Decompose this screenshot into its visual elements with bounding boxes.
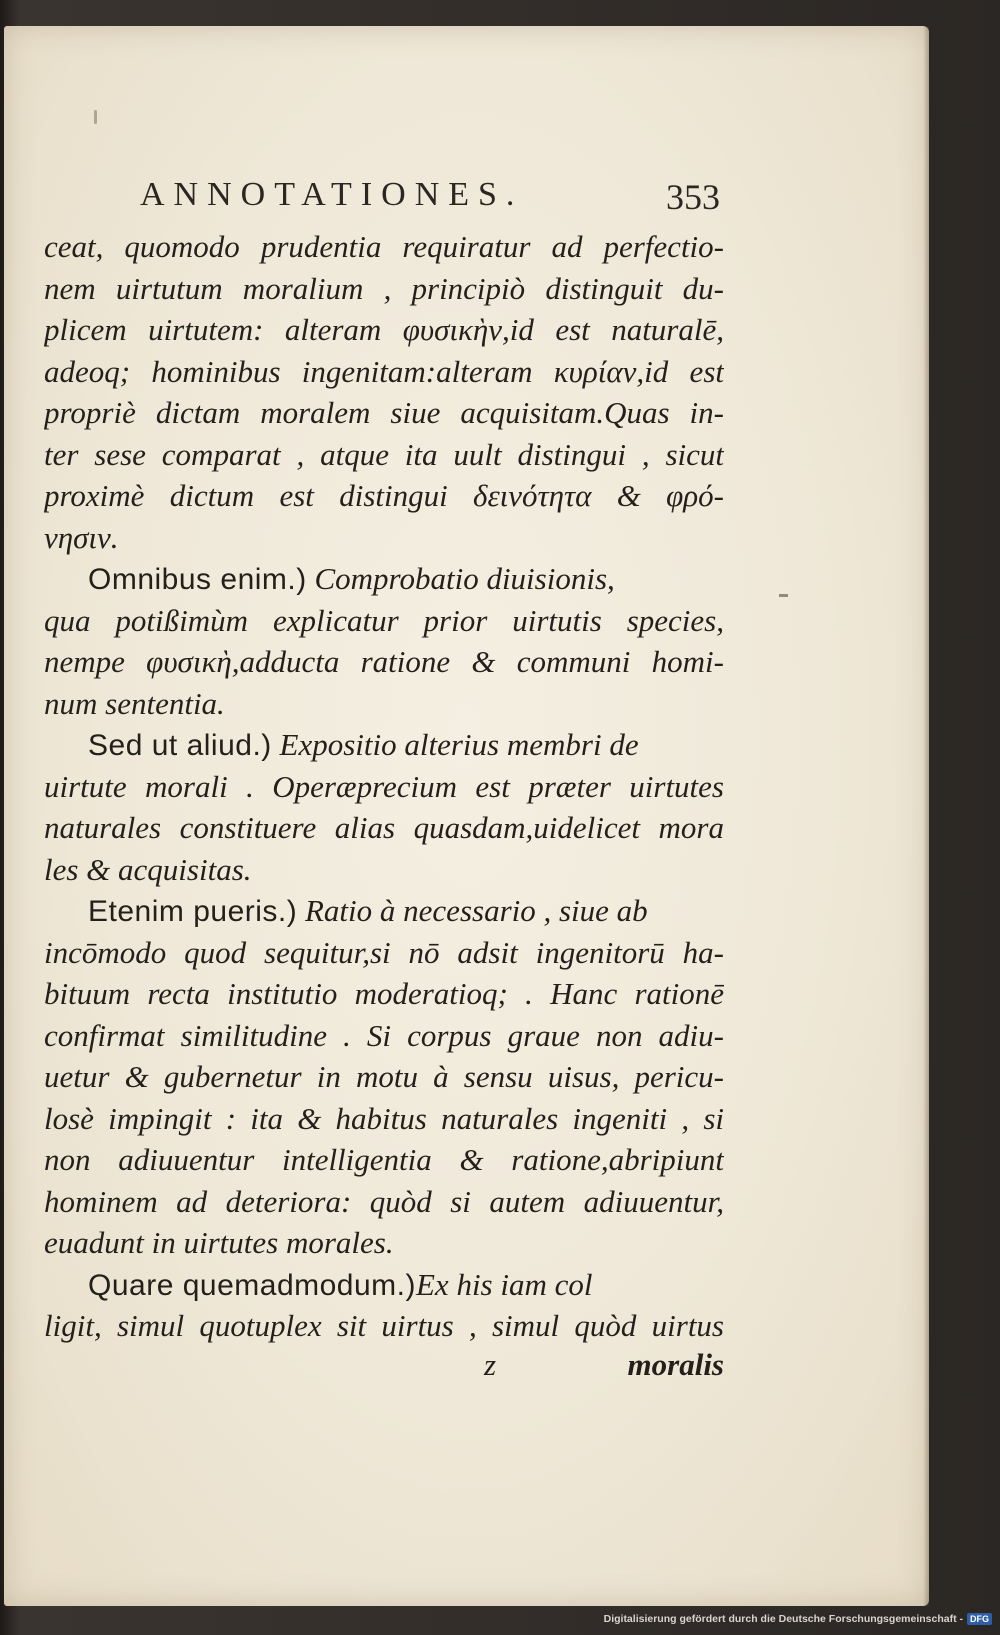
margin-ink-mark bbox=[94, 110, 97, 124]
page-header bbox=[140, 176, 720, 224]
text-line: ter sese comparat , atque ita uult distingui , sicut bbox=[44, 436, 724, 472]
text-line: νησιν. bbox=[44, 519, 119, 555]
text-line: euadunt in uirtutes morales. bbox=[44, 1225, 394, 1260]
commentary-text: Expositio alterius membri de bbox=[279, 727, 639, 762]
paragraph-first-line bbox=[44, 890, 724, 932]
paragraph-first-line bbox=[44, 558, 724, 600]
lemma: Quare quemadmodum.) bbox=[88, 1268, 416, 1302]
lemma: Etenim pueris.) bbox=[88, 895, 298, 928]
catch-line bbox=[44, 1347, 724, 1389]
commentary-text: Ratio à necessario , siue ab bbox=[305, 893, 648, 928]
page-number: 353 bbox=[666, 177, 720, 217]
margin-ink-dash bbox=[779, 594, 788, 597]
text-line: incōmodo quod sequitur,si nō adsit ingenitorū ha- bbox=[44, 934, 724, 970]
text-line: adeoq; hominibus ingenitam:alteram κυρίαν,id est bbox=[44, 353, 724, 389]
book-page bbox=[4, 26, 929, 1606]
signature-mark: z bbox=[484, 1346, 497, 1382]
text-line: les & acquisitas. bbox=[44, 851, 252, 887]
lemma: Sed ut aliud.) bbox=[88, 729, 272, 762]
text-line: qua potißimùm explicatur prior uirtutis species, bbox=[44, 602, 724, 638]
text-line: confirmat similitudine . Si corpus graue non adiu- bbox=[44, 1017, 724, 1053]
text-line: losè impingit : ita & habitus naturales ingeniti , si bbox=[44, 1100, 724, 1136]
lemma: Omnibus enim.) bbox=[88, 563, 307, 596]
digitization-footer bbox=[604, 1611, 992, 1627]
catchword: moralis bbox=[627, 1346, 724, 1382]
text-line: plicem uirtutem: alteram φυσικὴν,id est naturalē, bbox=[44, 312, 724, 347]
text-line: num sententia. bbox=[44, 685, 225, 721]
text-block bbox=[44, 226, 724, 1388]
text-line: naturales constituere alias quasdam,uidelicet mora bbox=[44, 810, 724, 845]
dfg-logo: DFG bbox=[967, 1613, 992, 1625]
footer-credit: Digitalisierung gefördert durch die Deutsche Forschungsgemeinschaft - bbox=[603, 1613, 963, 1625]
text-line: nempe φυσικὴ,adducta ratione & communi homi- bbox=[44, 644, 724, 679]
text-line: propriè dictam moralem siue acquisitam.Quas in- bbox=[44, 395, 724, 430]
text-line: ligit, simul quotuplex sit uirtus , simul quòd uirtus bbox=[44, 1308, 724, 1343]
paragraph-first-line bbox=[44, 1264, 724, 1306]
running-head: ANNOTATIONES. bbox=[140, 176, 524, 213]
text-line: ceat, quomodo prudentia requiratur ad perfectio- bbox=[44, 229, 724, 264]
commentary-text: Comprobatio diuisionis, bbox=[314, 561, 615, 596]
text-line: nem uirtutum moralium , principiò distinguit du- bbox=[44, 270, 724, 306]
text-line: non adiuuentur intelligentia & ratione,abripiunt bbox=[44, 1142, 724, 1177]
text-line: hominem ad deteriora: quòd si autem adiuuentur, bbox=[44, 1183, 724, 1219]
text-line: uirtute morali . Operæprecium est præter uirtutes bbox=[44, 768, 724, 804]
text-line: proximè dictum est distingui δεινότητα & φρό- bbox=[44, 478, 724, 513]
paragraph-first-line bbox=[44, 724, 724, 766]
text-line: uetur & gubernetur in motu à sensu uisus, pericu- bbox=[44, 1059, 724, 1094]
text-line: bituum recta institutio moderatioq; . Hanc rationē bbox=[44, 976, 724, 1011]
commentary-text: Ex his iam col bbox=[416, 1266, 593, 1302]
